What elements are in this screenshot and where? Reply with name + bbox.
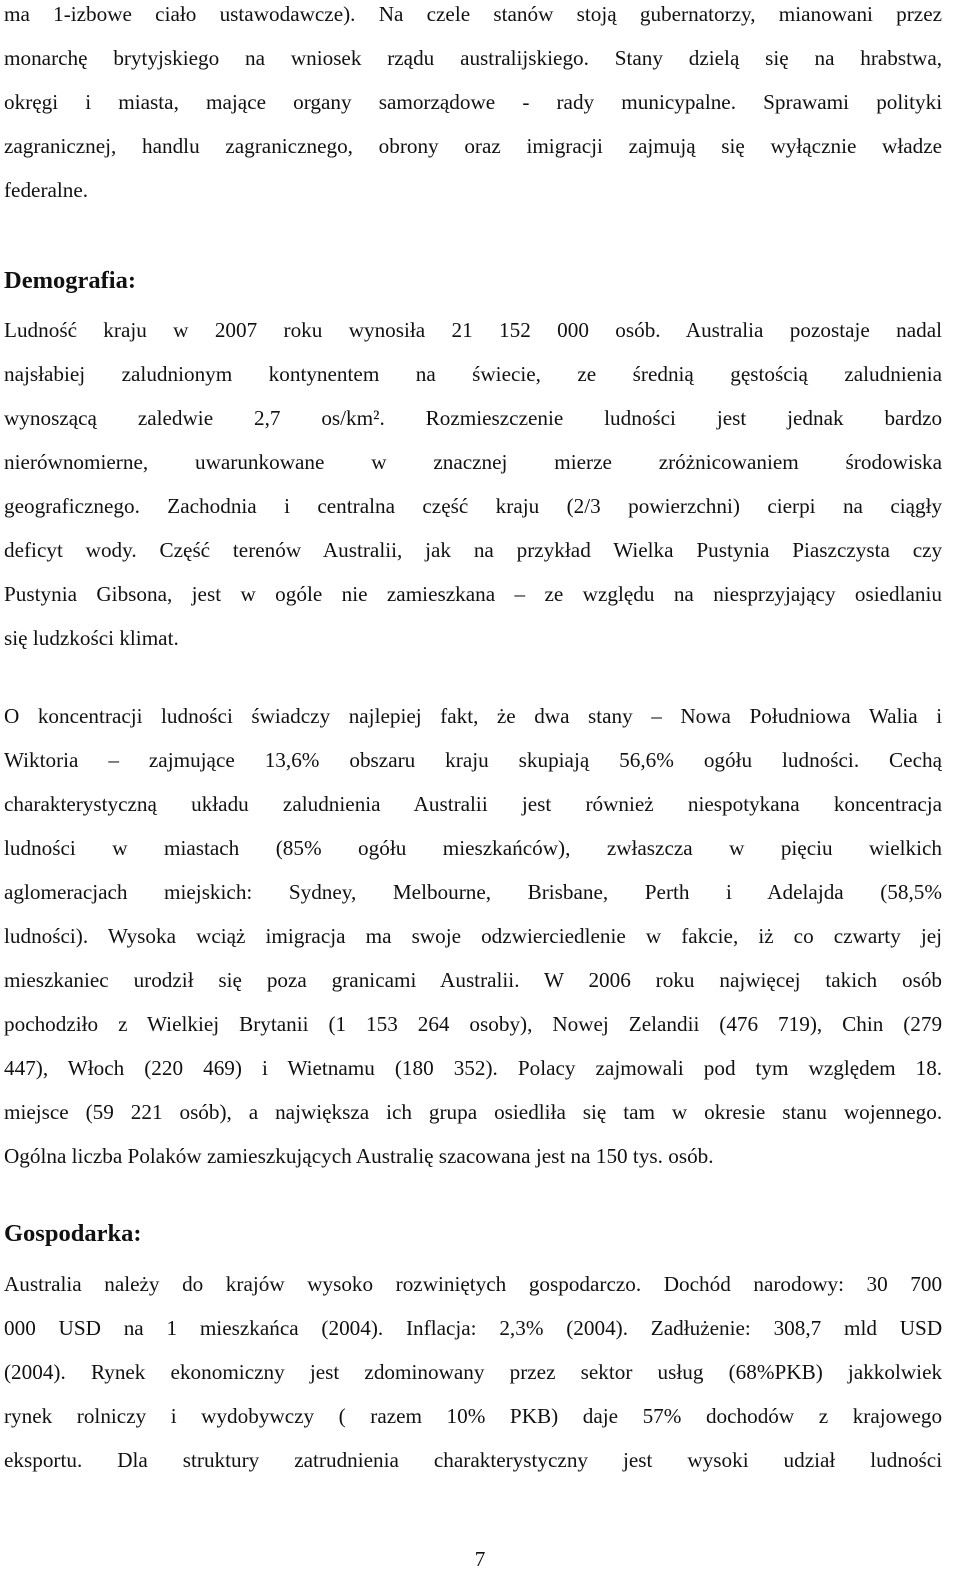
text-line: najsłabiej zaludnionym kontynentem na świecie, ze średnią gęstością zaludnienia (4, 362, 942, 386)
gospodarka-paragraph (4, 1262, 942, 1482)
text-line: Ogólna liczba Polaków zamieszkujących Australię szacowana jest na 150 tys. osób. (4, 1144, 714, 1168)
text-line: geograficznego. Zachodnia i centralna część kraju (2/3 powierzchni) cierpi na ciągły (4, 494, 942, 518)
text-line: wynoszącą zaledwie 2,7 os/km². Rozmieszczenie ludności jest jednak bardzo (4, 406, 942, 430)
text-line: ludności). Wysoka wciąż imigracja ma swoje odzwierciedlenie w fakcie, iż co czwarty jej (4, 924, 942, 948)
text-line: zagranicznej, handlu zagranicznego, obrony oraz imigracji zajmują się wyłącznie władze (4, 134, 942, 158)
text-line: pochodziło z Wielkiej Brytanii (1 153 264 osoby), Nowej Zelandii (476 719), Chin (279 (4, 1012, 942, 1036)
text-line: charakterystyczną układu zaludnienia Australii jest również niespotykana koncentracja (4, 792, 942, 816)
text-line: Wiktoria – zajmujące 13,6% obszaru kraju skupiają 56,6% ogółu ludności. Cechą (4, 748, 942, 772)
text-line: mieszkaniec urodził się poza granicami Australii. W 2006 roku najwięcej takich osób (4, 968, 942, 992)
text-line: eksportu. Dla struktury zatrudnienia charakterystyczny jest wysoki udział ludności (4, 1448, 942, 1472)
text-line: Ludność kraju w 2007 roku wynosiła 21 152 000 osób. Australia pozostaje nadal (4, 318, 942, 342)
text-line: deficyt wody. Część terenów Australii, jak na przykład Wielka Pustynia Piaszczysta czy (4, 538, 942, 562)
demografia-paragraph-2 (4, 694, 942, 1178)
intro-paragraph (4, 0, 942, 212)
text-line: rynek rolniczy i wydobywczy ( razem 10% PKB) daje 57% dochodów z krajowego (4, 1404, 942, 1428)
text-line: miejsce (59 221 osób), a największa ich grupa osiedliła się tam w okresie stanu wojennego. (4, 1100, 942, 1124)
text-line: monarchę brytyjskiego na wniosek rządu australijskiego. Stany dzielą się na hrabstwa, (4, 46, 942, 70)
demografia-paragraph-1 (4, 308, 942, 660)
section-heading-gospodarka: Gospodarka: (4, 1220, 142, 1247)
text-line: ludności w miastach (85% ogółu mieszkańców), zwłaszcza w pięciu wielkich (4, 836, 942, 860)
text-line: nierównomierne, uwarunkowane w znacznej mierze zróżnicowaniem środowiska (4, 450, 942, 474)
text-line: Pustynia Gibsona, jest w ogóle nie zamieszkana – ze względu na niesprzyjający osiedlaniu (4, 582, 942, 606)
text-line: się ludzkości klimat. (4, 626, 179, 650)
text-line: okręgi i miasta, mające organy samorządowe - rady municypalne. Sprawami polityki (4, 90, 942, 114)
text-line: ma 1-izbowe ciało ustawodawcze). Na czele stanów stoją gubernatorzy, mianowani przez (4, 2, 942, 26)
text-line: 000 USD na 1 mieszkańca (2004). Inflacja: 2,3% (2004). Zadłużenie: 308,7 mld USD (4, 1316, 942, 1340)
text-line: aglomeracjach miejskich: Sydney, Melbourne, Brisbane, Perth i Adelajda (58,5% (4, 880, 942, 904)
section-heading-demografia: Demografia: (4, 267, 136, 294)
page-number: 7 (474, 1547, 486, 1571)
text-line: (2004). Rynek ekonomiczny jest zdominowany przez sektor usług (68%PKB) jakkolwiek (4, 1360, 942, 1384)
text-line: federalne. (4, 178, 89, 202)
text-line: 447), Włoch (220 469) i Wietnamu (180 352). Polacy zajmowali pod tym względem 18. (4, 1056, 942, 1080)
text-line: Australia należy do krajów wysoko rozwiniętych gospodarczo. Dochód narodowy: 30 700 (4, 1272, 942, 1296)
text-line: O koncentracji ludności świadczy najlepiej fakt, że dwa stany – Nowa Południowa Walia i (4, 704, 942, 728)
